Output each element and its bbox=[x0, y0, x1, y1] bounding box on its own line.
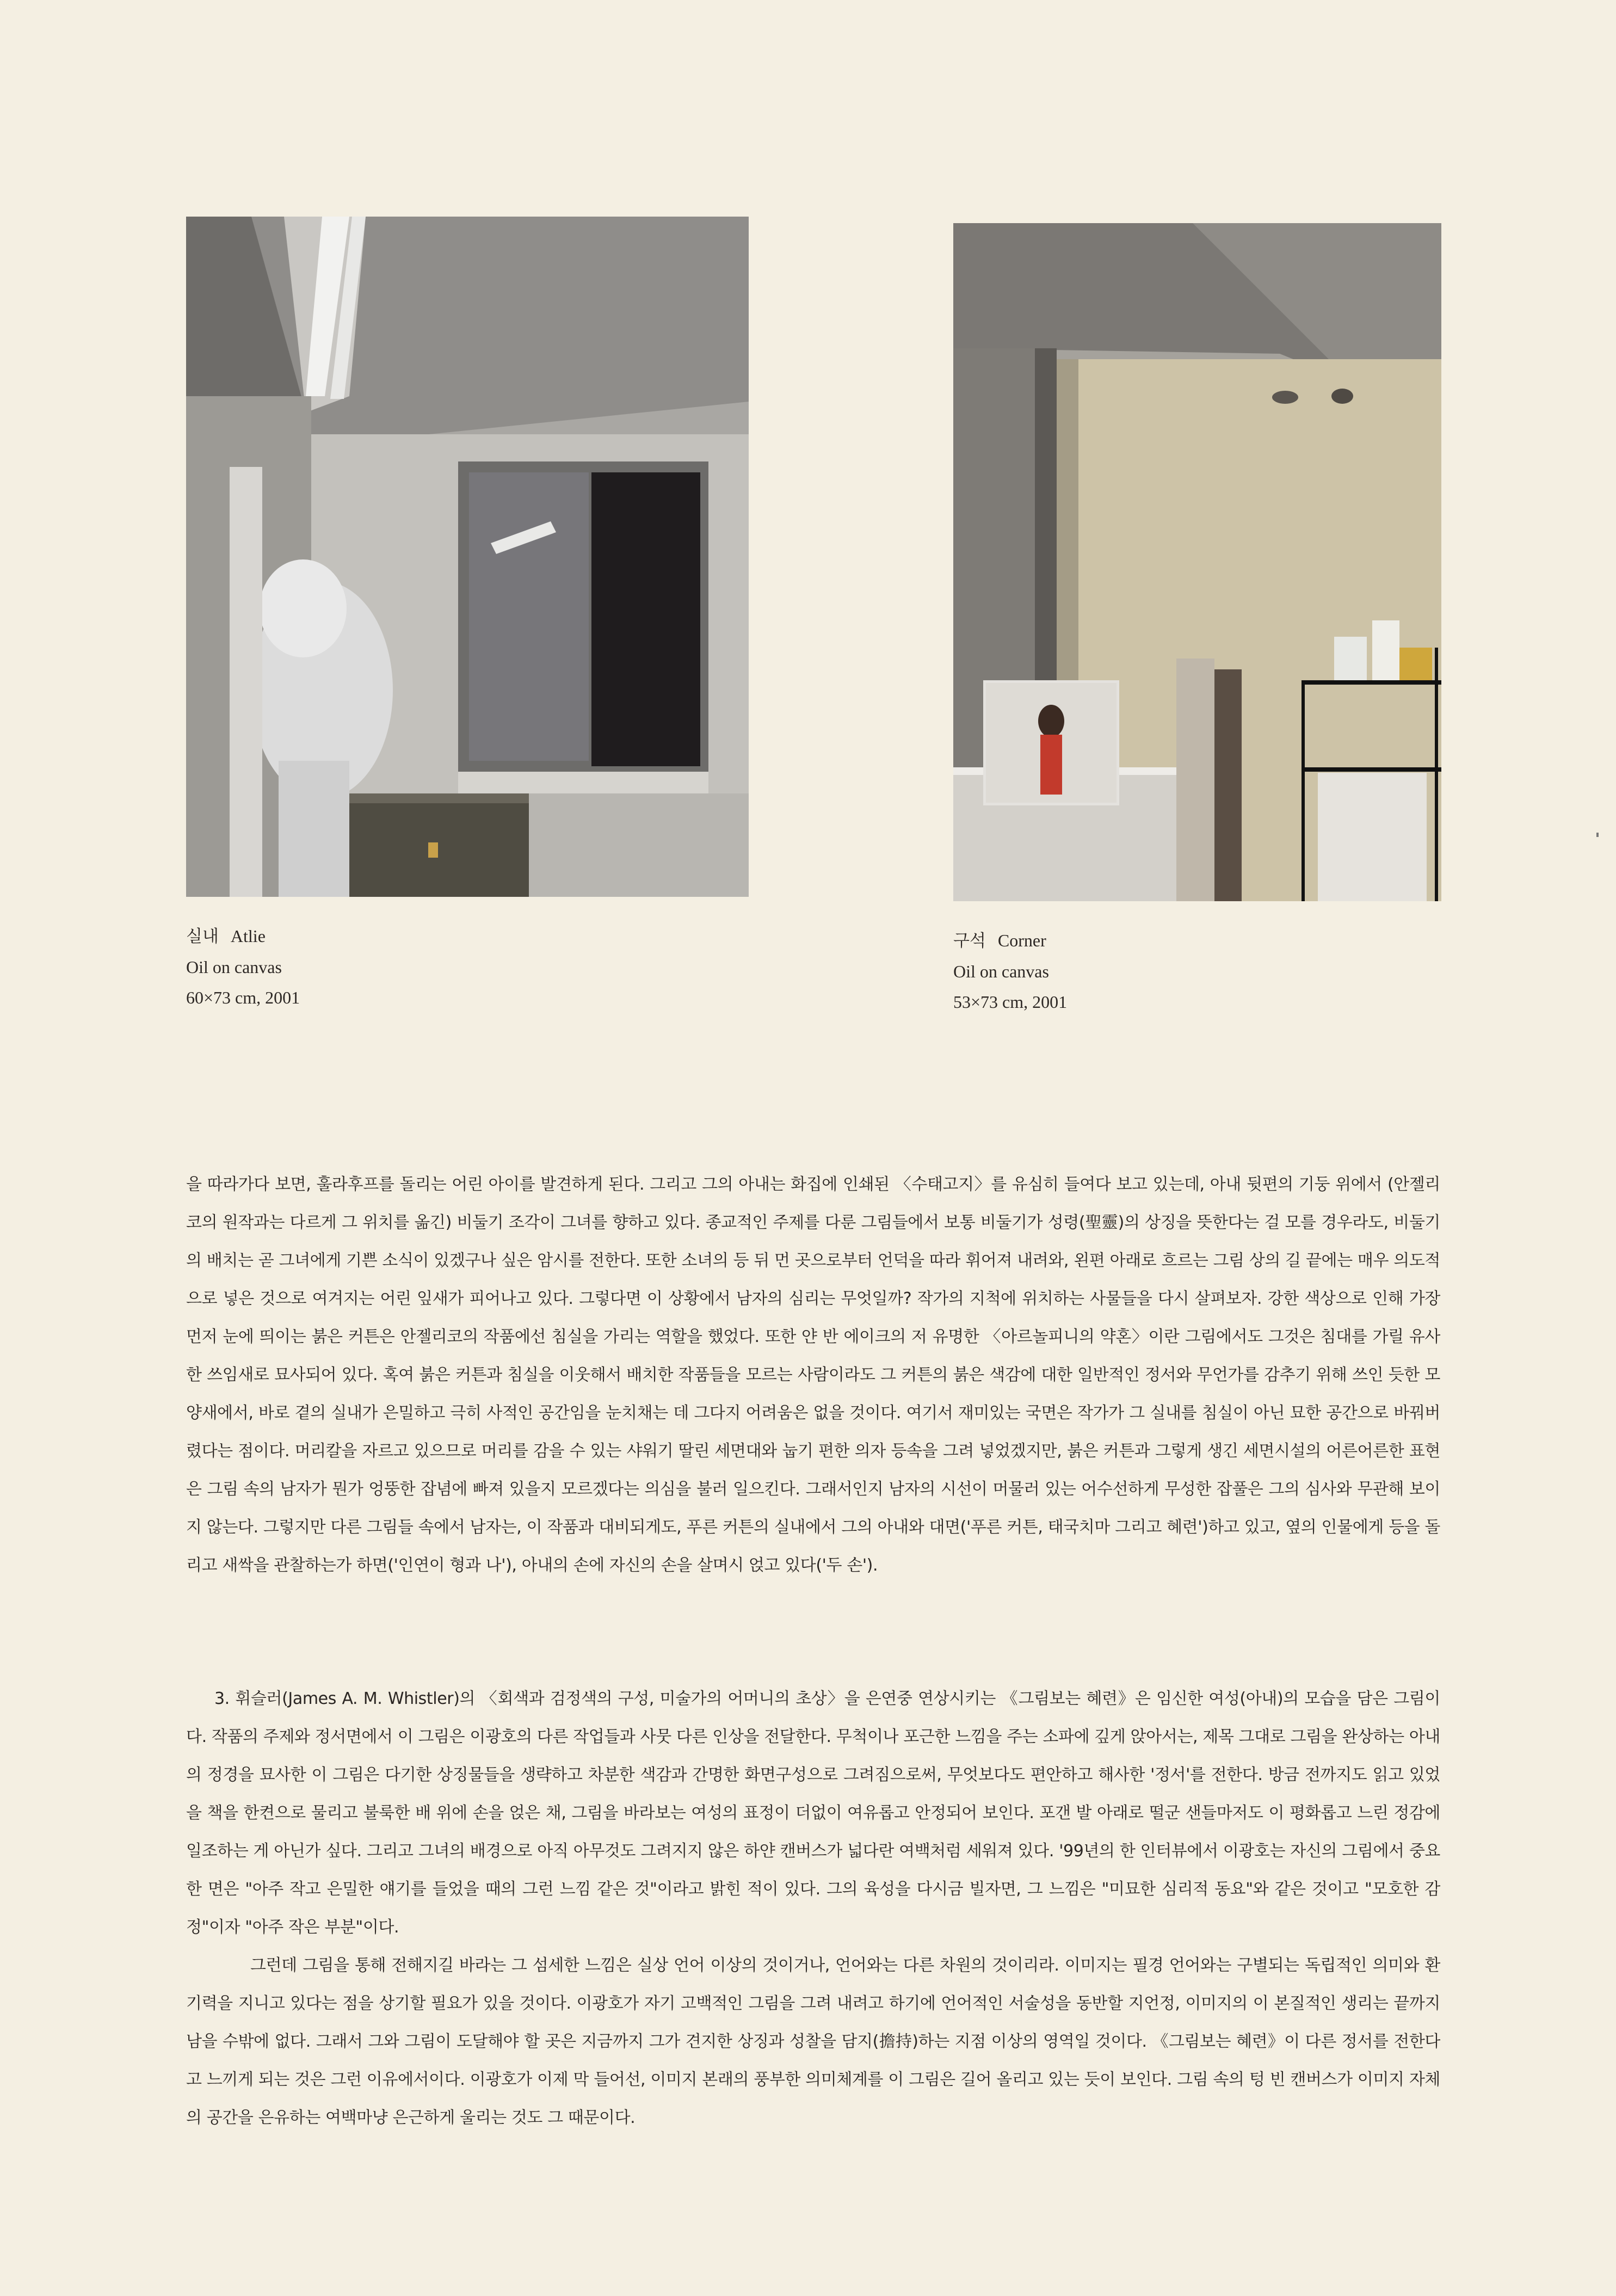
essay-continuation bbox=[186, 1166, 1440, 1585]
caption-title bbox=[953, 925, 1067, 956]
caption-dimensions: 60×73 cm, 2001 bbox=[186, 988, 300, 1007]
paragraph: 3. 휘슬러(James A. M. Whistler)의 〈회색과 검정색의 구성, 미술가의 어머니의 초상〉을 은연중 연상시키는 《그림보는 혜련》은 임신한 여성(아내)의 모습을 담은 그림이다. 작품의 주제와 정서면에서 이 그림은 이광호의 다른 작업들과 사뭇 다른 인상을 전달한다. 무척이나 포근한 느낌을 주는 소파에 깊게 앉아서는, 제목 그대로 그림을 완상하는 아내의 정경을 묘사한 이 그림은 다기한 상징물들을 생략하고 차분한 색감과 간명한 화면구성으로 그려짐으로써, 무엇보다도 편안하고 해사한 '정서'를 전한다. 방금 전까지도 읽고 있었을 책을 한켠으로 물리고 불룩한 배 위에 손을 얹은 채, 그림을 바라보는 여성의 표정이 더없이 여유롭고 안정되어 보인다. 포갠 발 아래로 떨군 샌들마저도 이 평화롭고 느린 정감에 일조하는 게 아닌가 싶다. 그리고 그녀의 배경으로 아직 아무것도 그려지지 않은 하얀 캔버스가 넓다란 여백처럼 세워져 있다. '99년의 한 인터뷰에서 이광호는 자신의 그림에서 중요한 면은 "아주 작고 은밀한 얘기를 들었을 때의 그런 느낌 같은 것"이라고 밝힌 적이 있다. 그의 육성을 다시금 빌자면, 그 느낌은 "미묘한 심리적 동요"와 같은 것이고 "모호한 감정"이자 "아주 작은 부분"이다. bbox=[186, 1689, 1440, 1937]
caption-dimensions: 53×73 cm, 2001 bbox=[953, 992, 1068, 1012]
caption-corner bbox=[953, 925, 1067, 1017]
title-korean: 실내 bbox=[186, 927, 219, 946]
paragraph: 그런데 그림을 통해 전해지길 바라는 그 섬세한 느낌은 실상 언어 이상의 것이거나, 언어와는 다른 차원의 것이리라. 이미지는 필경 언어와는 구별되는 독립적인 의미와 환기력을 지니고 있다는 점을 상기할 필요가 있을 것이다. 이광호가 자기 고백적인 그림을 그려 내려고 하기에 언어적인 서술성을 동반할 지언정, 이미지의 이 본질적인 생리는 끝까지 남을 수밖에 없다. 그래서 그와 그림이 도달해야 할 곳은 지금까지 그가 견지한 상징과 성찰을 담지(擔持)하는 지점 이상의 영역일 것이다. 《그림보는 혜련》이 다른 정서를 전한다고 느끼게 되는 것은 그런 이유에서이다. 이광호가 이제 막 들어선, 이미지 본래의 풍부한 의미체계를 이 그림은 길어 올리고 있는 듯이 보인다. 그림 속의 텅 빈 캔버스가 이미지 자체의 공간을 은유하는 여백마냥 은근하게 울리는 것도 그 때문이다. bbox=[186, 1956, 1440, 2127]
caption-atlie bbox=[186, 921, 300, 1013]
painting-corner bbox=[953, 223, 1441, 901]
paragraph: 을 따라가다 보면, 훌라후프를 돌리는 어린 아이를 발견하게 된다. 그리고 그의 아내는 화집에 인쇄된 〈수태고지〉를 유심히 들여다 보고 있는데, 아내 뒷편의 기둥 위에서 (안젤리코의 원작과는 다르게 그 위치를 옮긴) 비둘기 조각이 그녀를 향하고 있다. 종교적인 주제를 다룬 그림들에서 보통 비둘기가 성령(聖靈)의 상징을 뜻한다는 걸 모를 경우라도, 비둘기의 배치는 곧 그녀에게 기쁜 소식이 있겠구나 싶은 암시를 전한다. 또한 소녀의 등 뒤 먼 곳으로부터 언덕을 따라 휘어져 내려와, 왼편 아래로 흐르는 그림 상의 길 끝에는 매우 의도적으로 넣은 것으로 여겨지는 어린 잎새가 피어나고 있다. 그렇다면 이 상황에서 남자의 심리는 무엇일까? 작가의 지척에 위치하는 사물들을 다시 살펴보자. 강한 색상으로 인해 가장 먼저 눈에 띄이는 붉은 커튼은 안젤리코의 작품에선 침실을 가리는 역할을 했었다. 또한 얀 반 에이크의 저 유명한 〈아르놀피니의 약혼〉이란 그림에서도 그것은 침대를 가릴 유사한 쓰임새로 묘사되어 있다. 혹여 붉은 커튼과 침실을 이웃해서 배치한 작품들을 모르는 사람이라도 그 커튼의 붉은 색감에 대한 일반적인 정서와 무언가를 감추기 위해 쓰인 듯한 모양새에서, 바로 곁의 실내가 은밀하고 극히 사적인 공간임을 눈치채는 데 그다지 어려움은 없을 것이다. 여기서 재미있는 국면은 작가가 그 실내를 침실이 아닌 묘한 공간으로 바꿔버렸다는 점이다. 머리칼을 자르고 있으므로 머리를 감을 수 있는 샤워기 딸린 세면대와 눕기 편한 의자 등속을 그려 넣었겠지만, 붉은 커튼과 그렇게 생긴 세면시설의 어른어른한 표현은 그림 속의 남자가 뭔가 엉뚱한 잡념에 빠져 있을지 모르겠다는 의심을 불러 일으킨다. 그래서인지 남자의 시선이 머물러 있는 어수선하게 무성한 잡풀은 그의 심사와 무관해 보이지 않는다. 그렇지만 다른 그림들 속에서 남자는, 이 작품과 대비되게도, 푸른 커튼의 실내에서 그의 아내와 대면('푸른 커튼, 태국치마 그리고 혜련')하고 있고, 옆의 인물에게 등을 돌리고 새싹을 관찰하는가 하면('인연이 형과 나'), 아내의 손에 자신의 손을 살며시 얹고 있다('두 손'). bbox=[186, 1175, 1440, 1575]
title-korean: 구석 bbox=[953, 931, 986, 951]
title-english: Atlie bbox=[230, 926, 266, 946]
caption-title bbox=[186, 921, 300, 952]
caption-medium: Oil on canvas bbox=[186, 957, 282, 977]
caption-medium: Oil on canvas bbox=[953, 962, 1049, 981]
essay-section-3 bbox=[186, 1680, 1440, 2137]
title-english: Corner bbox=[997, 931, 1046, 950]
painting-atlie bbox=[186, 217, 749, 897]
scan-speck bbox=[1596, 833, 1599, 837]
